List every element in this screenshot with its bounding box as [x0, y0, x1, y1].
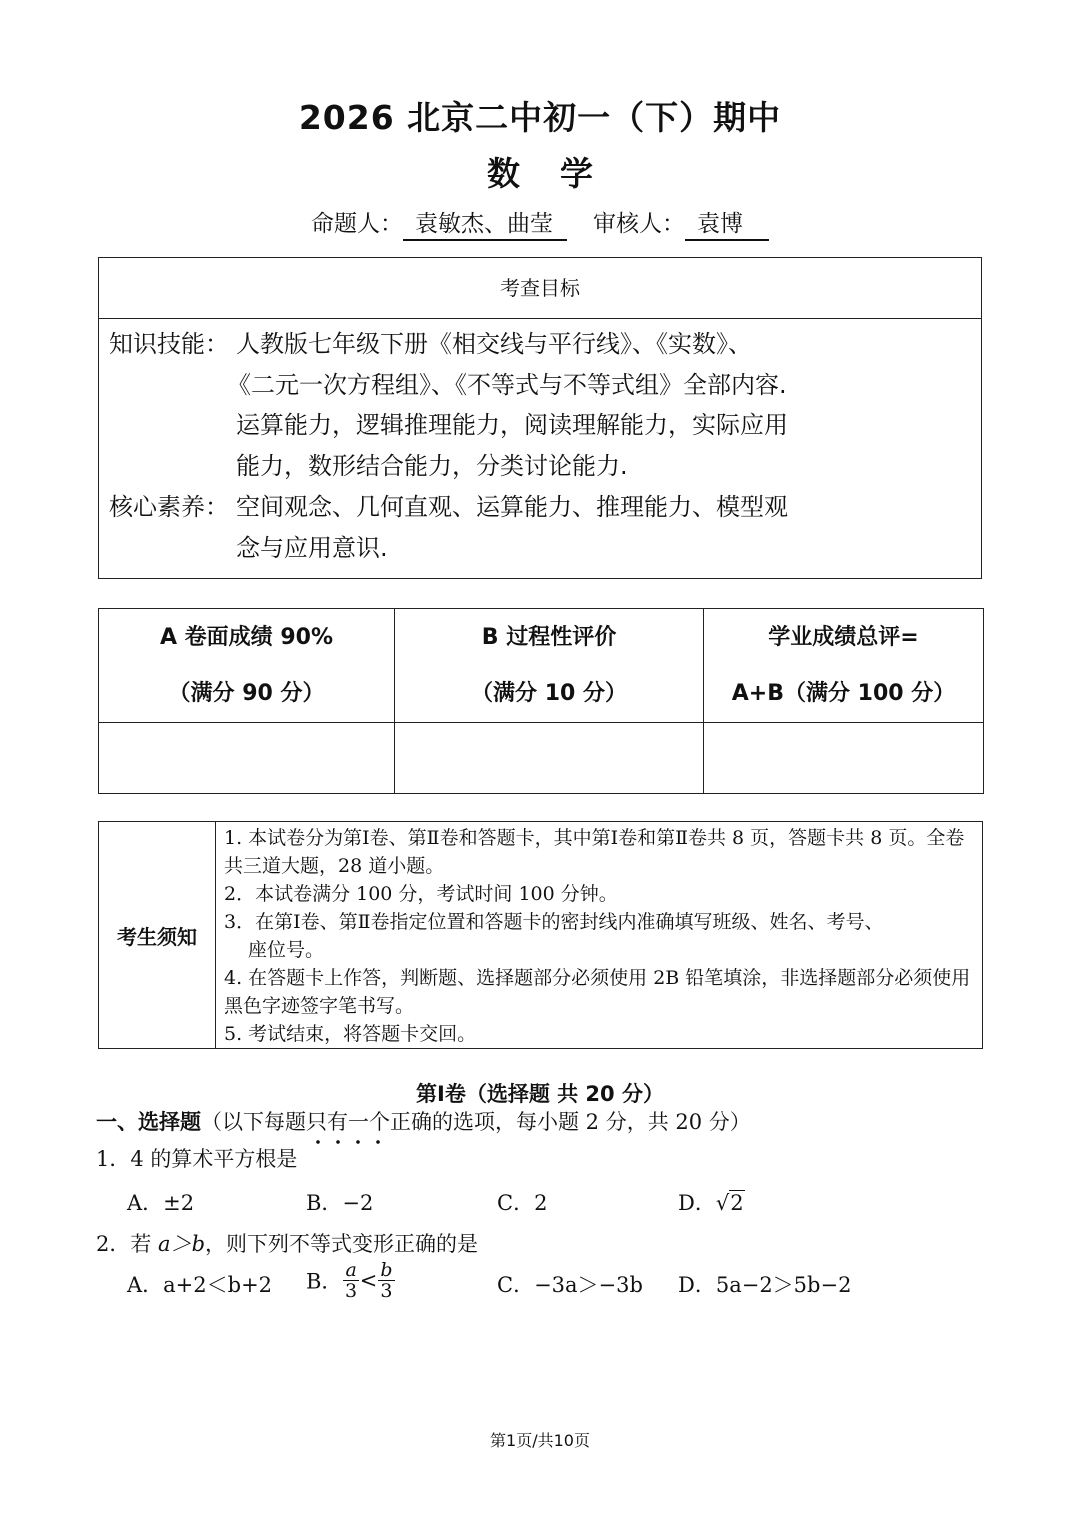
notice-item: 4. 在答题卡上作答，判断题、选择题部分必须使用 2B 铅笔填涂，非选择题部分必须使用黑色字迹签字笔书写。	[224, 967, 971, 1017]
score-input-b[interactable]	[395, 723, 704, 794]
exam-title: 2026 北京二中初一（下）期中	[298, 98, 782, 137]
notice-item: 2．本试卷满分 100 分，考试时间 100 分钟。	[224, 883, 618, 905]
knowledge-line: 人教版七年级下册《相交线与平行线》、《实数》、	[236, 330, 752, 358]
fraction: $\frac{b}{3}$	[380, 1259, 393, 1302]
sqrt-symbol: √2	[715, 1191, 744, 1215]
knowledge-label: 知识技能：	[109, 330, 229, 358]
reviewer-name: 袁博	[685, 210, 769, 241]
exam-subject: 数学	[487, 154, 633, 193]
knowledge-line: 能力，数形结合能力，分类讨论能力.	[236, 452, 628, 480]
question-1-option-a: A．±2	[127, 1191, 195, 1215]
notice-item: 5. 考试结束，将答题卡交回。	[224, 1023, 477, 1045]
score-input-a[interactable]	[99, 723, 395, 794]
authors-line	[0, 205, 1080, 241]
section-title: 一、选择题	[96, 1110, 201, 1134]
reviewer-label: 审核人：	[593, 211, 685, 237]
section-note-emphasis: 只有一个	[306, 1110, 390, 1134]
objectives-heading: 考查目标	[99, 258, 981, 319]
question-2-option-a: A．a+2＜b+2	[127, 1273, 273, 1297]
section-note: （以下每题	[201, 1110, 306, 1134]
notice-items	[216, 822, 983, 1049]
question-1-option-d: D．√2	[678, 1191, 744, 1215]
question-1-option-c: C．2	[497, 1191, 548, 1215]
score-cell-b: B 过程性评价 （满分 10 分）	[395, 609, 704, 723]
core-line: 空间观念、几何直观、运算能力、推理能力、模型观	[236, 493, 788, 521]
knowledge-line: 《二元一次方程组》、《不等式与不等式组》全部内容.	[227, 371, 787, 399]
author-names: 袁敏杰、曲莹	[403, 210, 567, 241]
question-2-option-b: B． $\frac{a}{3}$ < $\frac{b}{3}$	[306, 1259, 393, 1302]
section-note: 正确的选项，每小题 2 分，共 20 分）	[390, 1110, 751, 1134]
core-line: 念与应用意识.	[236, 534, 388, 562]
question-1-stem: 1．4 的算术平方根是	[96, 1147, 298, 1171]
score-cell-a: A 卷面成绩 90% （满分 90 分）	[99, 609, 395, 723]
notice-item: 1. 本试卷分为第Ⅰ卷、第Ⅱ卷和答题卡，其中第Ⅰ卷和第Ⅱ卷共 8 页，答题卡共 8 页。全卷共三道大题，28 道小题。	[224, 827, 965, 877]
notice-item: 座位号。	[248, 939, 325, 961]
page-number: 第1页/共10页	[490, 1431, 590, 1450]
objectives-box	[98, 257, 982, 579]
section-heading	[96, 1106, 751, 1136]
score-blank-row	[99, 723, 984, 794]
question-1-option-b: B．−2	[306, 1191, 374, 1215]
notice-label: 考生须知	[99, 822, 216, 1049]
knowledge-line: 运算能力，逻辑推理能力，阅读理解能力，实际应用	[236, 411, 788, 439]
score-header-row	[99, 609, 984, 723]
question-2-option-d: D．5a−2＞5b−2	[678, 1273, 852, 1297]
score-table	[98, 608, 984, 794]
notice-item: 3．在第Ⅰ卷、第Ⅱ卷指定位置和答题卡的密封线内准确填写班级、姓名、考号、	[224, 911, 884, 933]
question-2-stem: 2．若 a＞b，则下列不等式变形正确的是	[96, 1232, 479, 1256]
part1-heading: 第Ⅰ卷（选择题 共 20 分）	[416, 1082, 664, 1106]
notice-table	[98, 821, 983, 1049]
author-label: 命题人：	[311, 211, 403, 237]
core-label: 核心素养：	[109, 493, 229, 521]
fraction: $\frac{a}{3}$	[345, 1259, 358, 1302]
question-2-option-c: C．−3a＞−3b	[497, 1273, 643, 1297]
score-cell-total: 学业成绩总评= A+B（满分 100 分）	[704, 609, 984, 723]
score-input-total[interactable]	[704, 723, 984, 794]
